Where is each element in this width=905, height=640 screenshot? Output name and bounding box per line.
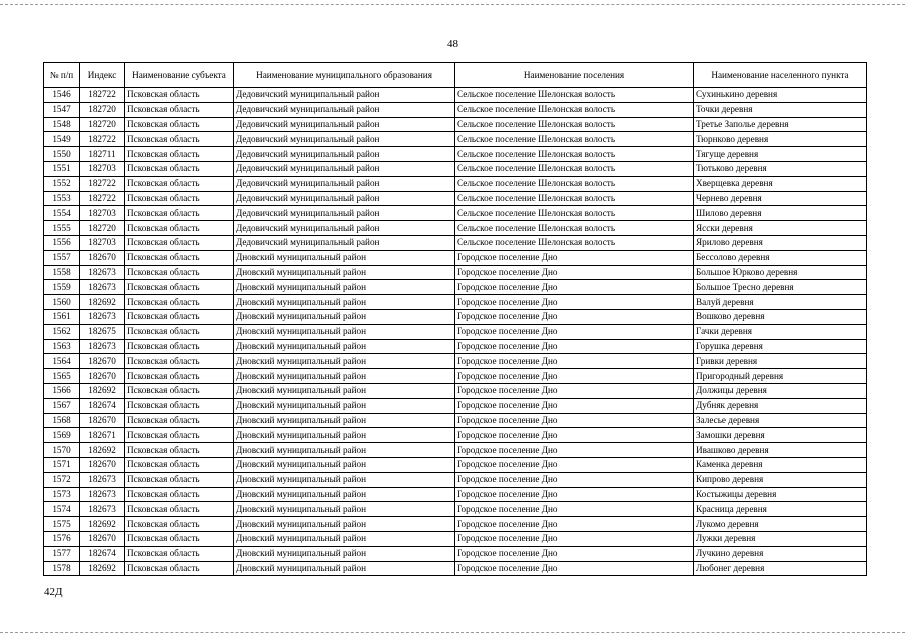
cell-index: 182670	[80, 369, 125, 384]
cell-index: 182673	[80, 280, 125, 295]
cell-subject: Псковская область	[125, 383, 234, 398]
cell-settlement: Городское поселение Дно	[455, 428, 694, 443]
cell-municipality: Дедовичский муниципальный район	[234, 88, 455, 103]
cell-municipality: Дновский муниципальный район	[234, 369, 455, 384]
cell-settlement: Сельское поселение Шелонская волость	[455, 235, 694, 250]
table-header	[44, 63, 867, 88]
cell-subject: Псковская область	[125, 191, 234, 206]
cell-subject: Псковская область	[125, 132, 234, 147]
cell-municipality: Дновский муниципальный район	[234, 487, 455, 502]
cell-settlement: Сельское поселение Шелонская волость	[455, 176, 694, 191]
cell-municipality: Дновский муниципальный район	[234, 472, 455, 487]
cell-settlement: Сельское поселение Шелонская волость	[455, 102, 694, 117]
cell-index: 182673	[80, 309, 125, 324]
cell-locality: Тягуще деревня	[694, 147, 867, 162]
cell-locality: Гачки деревня	[694, 324, 867, 339]
cell-settlement: Городское поселение Дно	[455, 250, 694, 265]
cell-locality: Тютьково деревня	[694, 161, 867, 176]
cell-index: 182720	[80, 102, 125, 117]
cell-settlement: Городское поселение Дно	[455, 487, 694, 502]
cell-settlement: Городское поселение Дно	[455, 383, 694, 398]
cell-settlement: Городское поселение Дно	[455, 265, 694, 280]
cell-index: 182692	[80, 443, 125, 458]
table-row	[44, 517, 867, 532]
cell-index: 182673	[80, 265, 125, 280]
cell-locality: Костыжицы деревня	[694, 487, 867, 502]
cell-locality: Каменка деревня	[694, 457, 867, 472]
cell-number: 1556	[44, 235, 80, 250]
cell-municipality: Дновский муниципальный район	[234, 324, 455, 339]
cell-locality: Замошки деревня	[694, 428, 867, 443]
cell-number: 1574	[44, 502, 80, 517]
cell-locality: Должицы деревня	[694, 383, 867, 398]
cell-subject: Псковская область	[125, 324, 234, 339]
cell-subject: Псковская область	[125, 339, 234, 354]
cell-number: 1555	[44, 221, 80, 236]
cell-number: 1549	[44, 132, 80, 147]
cell-locality: Сухинькино деревня	[694, 88, 867, 103]
table-row	[44, 561, 867, 576]
cell-index: 182673	[80, 487, 125, 502]
cell-locality: Лужки деревня	[694, 531, 867, 546]
cell-index: 182722	[80, 176, 125, 191]
footer-code: 42Д	[44, 586, 63, 598]
cell-municipality: Дновский муниципальный район	[234, 457, 455, 472]
cell-settlement: Городское поселение Дно	[455, 531, 694, 546]
cell-municipality: Дновский муниципальный район	[234, 502, 455, 517]
cell-number: 1569	[44, 428, 80, 443]
cell-locality: Ярилово деревня	[694, 235, 867, 250]
table-row	[44, 161, 867, 176]
cell-index: 182673	[80, 339, 125, 354]
cell-municipality: Дновский муниципальный район	[234, 339, 455, 354]
cell-locality: Чернево деревня	[694, 191, 867, 206]
cell-number: 1563	[44, 339, 80, 354]
cell-subject: Псковская область	[125, 472, 234, 487]
cell-settlement: Городское поселение Дно	[455, 369, 694, 384]
cell-locality: Тюрнково деревня	[694, 132, 867, 147]
cell-number: 1562	[44, 324, 80, 339]
table-row	[44, 88, 867, 103]
cell-locality: Бессолово деревня	[694, 250, 867, 265]
cell-locality: Большое Тресно деревня	[694, 280, 867, 295]
table-row	[44, 354, 867, 369]
cell-number: 1567	[44, 398, 80, 413]
cell-subject: Псковская область	[125, 354, 234, 369]
cell-number: 1547	[44, 102, 80, 117]
cell-index: 182674	[80, 546, 125, 561]
cell-subject: Псковская область	[125, 102, 234, 117]
table-row	[44, 117, 867, 132]
cell-index: 182673	[80, 472, 125, 487]
cell-settlement: Городское поселение Дно	[455, 546, 694, 561]
cell-index: 182671	[80, 428, 125, 443]
cell-subject: Псковская область	[125, 443, 234, 458]
cell-municipality: Дедовичский муниципальный район	[234, 206, 455, 221]
cell-subject: Псковская область	[125, 235, 234, 250]
cell-number: 1565	[44, 369, 80, 384]
cell-locality: Кипрово деревня	[694, 472, 867, 487]
cell-settlement: Городское поселение Дно	[455, 324, 694, 339]
cell-index: 182670	[80, 354, 125, 369]
cell-settlement: Городское поселение Дно	[455, 443, 694, 458]
cell-number: 1566	[44, 383, 80, 398]
table-row	[44, 457, 867, 472]
cell-number: 1559	[44, 280, 80, 295]
cell-number: 1557	[44, 250, 80, 265]
cell-locality: Лучкино деревня	[694, 546, 867, 561]
table-row	[44, 132, 867, 147]
cell-index: 182720	[80, 117, 125, 132]
cell-index: 182692	[80, 383, 125, 398]
cell-number: 1578	[44, 561, 80, 576]
cell-locality: Любонег деревня	[694, 561, 867, 576]
cell-settlement: Сельское поселение Шелонская волость	[455, 88, 694, 103]
table-row	[44, 265, 867, 280]
table-row	[44, 546, 867, 561]
table-row	[44, 221, 867, 236]
cell-locality: Горушка деревня	[694, 339, 867, 354]
cell-index: 182670	[80, 531, 125, 546]
table-row	[44, 383, 867, 398]
cell-index: 182692	[80, 517, 125, 532]
cell-settlement: Городское поселение Дно	[455, 413, 694, 428]
cell-index: 182722	[80, 88, 125, 103]
cell-municipality: Дновский муниципальный район	[234, 354, 455, 369]
cell-locality: Вошково деревня	[694, 309, 867, 324]
cell-locality: Ивашково деревня	[694, 443, 867, 458]
cell-settlement: Городское поселение Дно	[455, 309, 694, 324]
cell-subject: Псковская область	[125, 147, 234, 162]
cell-index: 182670	[80, 413, 125, 428]
table-row	[44, 235, 867, 250]
cell-subject: Псковская область	[125, 369, 234, 384]
cell-index: 182670	[80, 457, 125, 472]
cell-subject: Псковская область	[125, 280, 234, 295]
cell-settlement: Сельское поселение Шелонская волость	[455, 132, 694, 147]
cell-subject: Псковская область	[125, 206, 234, 221]
cell-settlement: Городское поселение Дно	[455, 457, 694, 472]
cell-locality: Пригородный деревня	[694, 369, 867, 384]
header-number: № п/п	[44, 63, 80, 88]
cell-subject: Псковская область	[125, 531, 234, 546]
table-row	[44, 369, 867, 384]
cell-locality: Валуй деревня	[694, 295, 867, 310]
cell-subject: Псковская область	[125, 221, 234, 236]
cell-subject: Псковская область	[125, 176, 234, 191]
cell-number: 1571	[44, 457, 80, 472]
table-body	[44, 88, 867, 576]
cell-subject: Псковская область	[125, 428, 234, 443]
page-number: 48	[447, 38, 458, 50]
table-row	[44, 309, 867, 324]
cell-index: 182722	[80, 132, 125, 147]
cell-index: 182703	[80, 206, 125, 221]
cell-municipality: Дедовичский муниципальный район	[234, 176, 455, 191]
header-settlement: Наименование поселения	[455, 63, 694, 88]
cell-subject: Псковская область	[125, 546, 234, 561]
cell-subject: Псковская область	[125, 517, 234, 532]
table-row	[44, 413, 867, 428]
cell-locality: Красница деревня	[694, 502, 867, 517]
cell-settlement: Сельское поселение Шелонская волость	[455, 161, 694, 176]
header-index: Индекс	[80, 63, 125, 88]
cell-municipality: Дедовичский муниципальный район	[234, 102, 455, 117]
cell-number: 1558	[44, 265, 80, 280]
table-row	[44, 472, 867, 487]
cell-number: 1573	[44, 487, 80, 502]
cell-settlement: Городское поселение Дно	[455, 517, 694, 532]
cell-settlement: Сельское поселение Шелонская волость	[455, 147, 694, 162]
cell-locality: Большое Юрково деревня	[694, 265, 867, 280]
table-row	[44, 206, 867, 221]
header-municipality: Наименование муниципального образования	[234, 63, 455, 88]
cell-number: 1548	[44, 117, 80, 132]
cell-municipality: Дедовичский муниципальный район	[234, 191, 455, 206]
table-row	[44, 324, 867, 339]
table-row	[44, 487, 867, 502]
cell-settlement: Городское поселение Дно	[455, 472, 694, 487]
cell-locality: Шилово деревня	[694, 206, 867, 221]
cell-municipality: Дновский муниципальный район	[234, 250, 455, 265]
cell-municipality: Дедовичский муниципальный район	[234, 221, 455, 236]
cell-municipality: Дновский муниципальный район	[234, 443, 455, 458]
cell-subject: Псковская область	[125, 502, 234, 517]
cell-subject: Псковская область	[125, 561, 234, 576]
cell-subject: Псковская область	[125, 413, 234, 428]
cell-settlement: Сельское поселение Шелонская волость	[455, 191, 694, 206]
cell-municipality: Дновский муниципальный район	[234, 517, 455, 532]
cell-number: 1550	[44, 147, 80, 162]
cell-locality: Третье Заполье деревня	[694, 117, 867, 132]
cell-number: 1575	[44, 517, 80, 532]
cell-index: 182673	[80, 502, 125, 517]
cell-settlement: Городское поселение Дно	[455, 502, 694, 517]
cell-municipality: Дновский муниципальный район	[234, 265, 455, 280]
cell-subject: Псковская область	[125, 457, 234, 472]
cell-settlement: Городское поселение Дно	[455, 354, 694, 369]
cell-subject: Псковская область	[125, 250, 234, 265]
cell-subject: Псковская область	[125, 117, 234, 132]
table-row	[44, 250, 867, 265]
cell-locality: Хверщевка деревня	[694, 176, 867, 191]
cell-municipality: Дедовичский муниципальный район	[234, 132, 455, 147]
cell-settlement: Городское поселение Дно	[455, 398, 694, 413]
table-row	[44, 531, 867, 546]
cell-municipality: Дновский муниципальный район	[234, 398, 455, 413]
table-row	[44, 502, 867, 517]
header-row	[44, 63, 867, 88]
cell-index: 182722	[80, 191, 125, 206]
cell-subject: Псковская область	[125, 487, 234, 502]
cell-index: 182720	[80, 221, 125, 236]
cell-locality: Ясски деревня	[694, 221, 867, 236]
cell-municipality: Дновский муниципальный район	[234, 561, 455, 576]
cell-settlement: Городское поселение Дно	[455, 295, 694, 310]
cell-municipality: Дновский муниципальный район	[234, 383, 455, 398]
cell-settlement: Сельское поселение Шелонская волость	[455, 221, 694, 236]
cell-number: 1570	[44, 443, 80, 458]
cell-locality: Лукомо деревня	[694, 517, 867, 532]
cell-municipality: Дновский муниципальный район	[234, 546, 455, 561]
cell-settlement: Сельское поселение Шелонская волость	[455, 206, 694, 221]
cell-settlement: Городское поселение Дно	[455, 280, 694, 295]
cell-index: 182674	[80, 398, 125, 413]
scan-edge-top	[0, 4, 905, 5]
cell-index: 182703	[80, 235, 125, 250]
cell-settlement: Городское поселение Дно	[455, 561, 694, 576]
cell-subject: Псковская область	[125, 265, 234, 280]
settlements-table	[43, 62, 867, 576]
cell-subject: Псковская область	[125, 295, 234, 310]
table-row	[44, 339, 867, 354]
cell-settlement: Городское поселение Дно	[455, 339, 694, 354]
cell-settlement: Сельское поселение Шелонская волость	[455, 117, 694, 132]
cell-number: 1551	[44, 161, 80, 176]
cell-municipality: Дновский муниципальный район	[234, 413, 455, 428]
cell-number: 1572	[44, 472, 80, 487]
cell-municipality: Дновский муниципальный район	[234, 309, 455, 324]
cell-subject: Псковская область	[125, 398, 234, 413]
cell-municipality: Дновский муниципальный район	[234, 531, 455, 546]
cell-index: 182703	[80, 161, 125, 176]
table-row	[44, 443, 867, 458]
table-row	[44, 176, 867, 191]
cell-locality: Дубняк деревня	[694, 398, 867, 413]
cell-number: 1560	[44, 295, 80, 310]
table-row	[44, 428, 867, 443]
cell-number: 1568	[44, 413, 80, 428]
cell-municipality: Дновский муниципальный район	[234, 280, 455, 295]
header-locality: Наименование населенного пункта	[694, 63, 867, 88]
cell-number: 1576	[44, 531, 80, 546]
cell-number: 1553	[44, 191, 80, 206]
cell-index: 182692	[80, 561, 125, 576]
cell-municipality: Дедовичский муниципальный район	[234, 161, 455, 176]
cell-number: 1554	[44, 206, 80, 221]
table-row	[44, 295, 867, 310]
cell-number: 1561	[44, 309, 80, 324]
table-row	[44, 398, 867, 413]
table-row	[44, 280, 867, 295]
cell-index: 182692	[80, 295, 125, 310]
cell-municipality: Дновский муниципальный район	[234, 295, 455, 310]
cell-locality: Точки деревня	[694, 102, 867, 117]
cell-number: 1552	[44, 176, 80, 191]
scan-edge-bottom	[0, 632, 905, 633]
cell-index: 182670	[80, 250, 125, 265]
cell-municipality: Дедовичский муниципальный район	[234, 117, 455, 132]
cell-index: 182675	[80, 324, 125, 339]
table-row	[44, 102, 867, 117]
cell-subject: Псковская область	[125, 161, 234, 176]
cell-municipality: Дновский муниципальный район	[234, 428, 455, 443]
cell-municipality: Дедовичский муниципальный район	[234, 235, 455, 250]
cell-municipality: Дедовичский муниципальный район	[234, 147, 455, 162]
cell-number: 1546	[44, 88, 80, 103]
cell-locality: Гривки деревня	[694, 354, 867, 369]
cell-locality: Залесье деревня	[694, 413, 867, 428]
table-row	[44, 147, 867, 162]
table-row	[44, 191, 867, 206]
cell-number: 1577	[44, 546, 80, 561]
header-subject: Наименование субъекта	[125, 63, 234, 88]
cell-number: 1564	[44, 354, 80, 369]
cell-index: 182711	[80, 147, 125, 162]
cell-subject: Псковская область	[125, 88, 234, 103]
cell-subject: Псковская область	[125, 309, 234, 324]
